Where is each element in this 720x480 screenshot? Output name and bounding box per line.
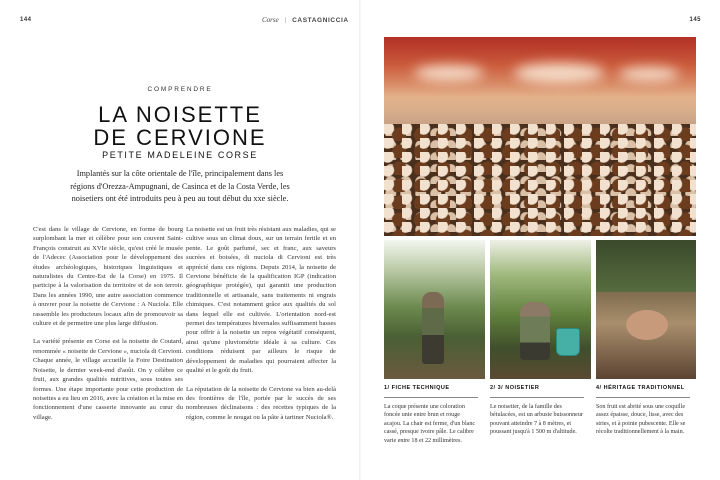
body-column-1 <box>33 225 183 431</box>
caption-heritage <box>596 384 690 437</box>
caption-noisetier <box>490 384 584 437</box>
caption-text: La coque présente une coloration foncée unie entre brun et rouge acajou. La chair est ferme, d'un blanc cassé, presque ivoire pâle. Le calibre varie entre 18 et 22 millimètres. <box>384 403 476 444</box>
caption-heading: 2/ 3/ NOISETIER <box>490 384 584 398</box>
chapter-name: CASTAGNICCIA <box>292 17 349 24</box>
intro-paragraph: Implantés sur la côte orientale de l'île, principalement dans les régions d'Orezza-Ampugnani, de Casinca et de la Costa Verde, les noisetiers ont été introduits peu à peu au tout début du xxe siècle. <box>70 169 290 203</box>
light-bokeh <box>414 65 484 81</box>
body-paragraph: La noisette est un fruit très résistant aux maladies, qui se cultive sous un climat doux, sur un terrain fertile et en pente. Le goût parfumé, sec et franc, aux saveurs sucrées et boisées, di nuciola di Cervioni est très apprécié dans ces régions. Depuis 2014, la noisette de Cervione bénéficie de la qualification IGP (indication géographique protégée), qui garantit une production traditionnelle et artisanale, sans traitements ni engrais chimiques. C'est notamment grâce aux qualités du sol dans lequel elle est cultivée. L'orientation nord-est permet des températures hivernales suffisamment basses pour offrir à la noisette un repos végétatif conséquent, ainsi qu'une pluviométrie idéale à sa culture. Ces conditions réduisent par ailleurs le risque de développement de maladies qui pourraient affecter la qualité et le goût du fruit. <box>186 226 336 375</box>
section-name: Corse <box>262 16 279 24</box>
light-bokeh <box>619 67 679 81</box>
section-kicker: COMPRENDRE <box>147 86 213 93</box>
header-separator: | <box>284 16 287 24</box>
farmer-shirt <box>596 240 696 292</box>
light-bokeh <box>514 63 604 83</box>
caption-fiche-technique <box>384 384 478 445</box>
page-number-right: 145 <box>689 17 701 23</box>
orchard-photo-1 <box>384 240 485 379</box>
farmer-figure <box>422 292 444 364</box>
right-page <box>360 0 720 480</box>
caption-heading: 1/ FICHE TECHNIQUE <box>384 384 478 398</box>
article-subtitle: PETITE MADELEINE CORSE <box>102 150 258 160</box>
hazelnuts-photo <box>384 37 696 236</box>
farmer-figure <box>520 302 550 360</box>
body-column-2 <box>186 225 336 431</box>
caption-text: Le noisetier, de la famille des bétulacées, est un arbuste buissonneur pouvant atteindre 7 à 8 mètres, et poussant jusqu'à 1 500 m d'altitude. <box>490 403 583 435</box>
page-number-left: 144 <box>20 17 32 23</box>
green-bucket <box>556 328 580 356</box>
hazelnut-pile <box>384 124 696 236</box>
title-line-1: LA NOISETTE <box>98 102 262 127</box>
caption-heading: 4/ HÉRITAGE TRADITIONNEL <box>596 384 690 398</box>
article-title <box>0 103 360 149</box>
body-paragraph: La réputation de la noisette de Cervione va bien au-delà des frontières de l'île, portée par le succès de ses nombreuses déclinaisons : des recettes typiques de la région, comme le nougat ou la pâte à tartiner Nuciola®. <box>186 385 336 421</box>
harvest-hands-photo <box>596 240 696 379</box>
orchard-photo-2 <box>490 240 591 379</box>
body-paragraph: La variété présente en Corse est la noisette de Coutard, renommée « noisette de Cervione », nuciola di Cervioni. Chaque année, le village accueille la Foire Destination Noisette, le dernier week-end d'août. On y célèbre ce fruit, aux grandes qualités nutritives, sous toutes ses formes. Une étape importante pour cette production de noisettes a eu lieu en 2016, avec la création et la mise en fonctionnement d'une casserie innovante au cœur du village. <box>33 338 183 421</box>
running-header <box>262 16 349 24</box>
body-paragraph: C'est dans le village de Cervione, en forme de bourg surplombant la mer et célèbre pour son couvent Saint-François construit au XVIe siècle, qu'est créé le musée de l'Adecec (Association pour le développement des études archéologiques, historiques linguistiques et naturalistes du Centre-Est de la Corse) en 1975. Il participe à la valorisation du territoire et de son terroir. Dans les années 1990, une autre association commence à œuvrer pour la noisette de Cervione : A Nuciola. Elle rassemble les producteurs locaux afin de promouvoir sa culture et de permettre une plus large diffusion. <box>33 226 183 328</box>
hand-picking-nuts <box>626 310 668 340</box>
title-line-2: DE CERVIONE <box>93 125 267 150</box>
caption-text: Son fruit est abrité sous une coquille assez épaisse, douce, lisse, avec des stries, et à pointe pubescente. Elle se récolte traditionnellement à la main. <box>596 403 686 435</box>
